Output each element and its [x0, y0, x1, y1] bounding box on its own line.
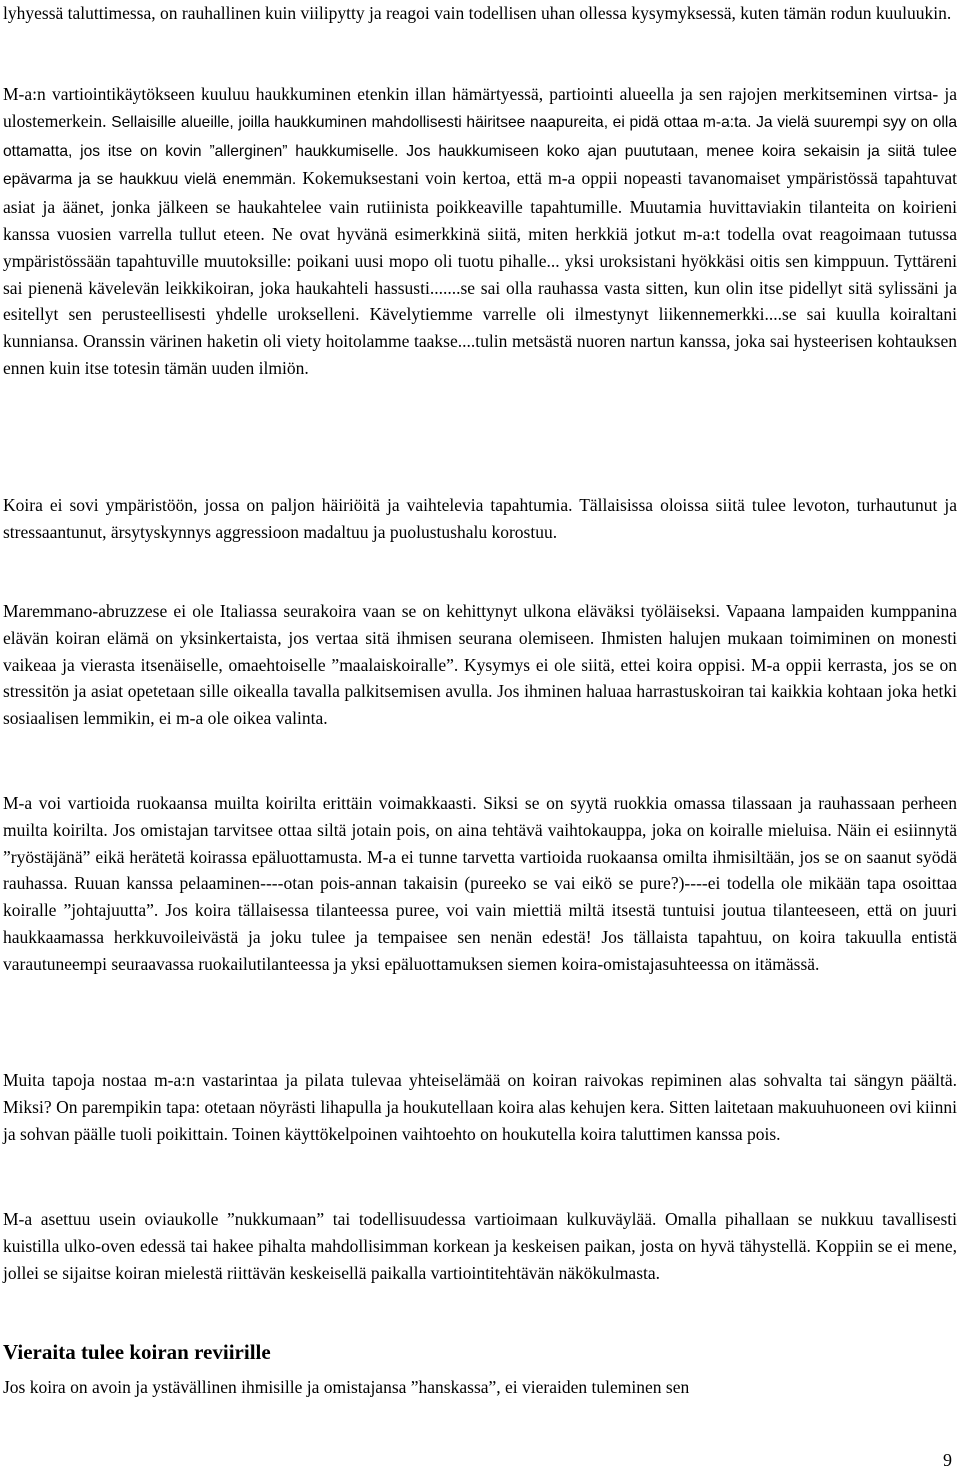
paragraph-food-guarding: [3, 790, 957, 978]
section-heading: Vieraita tulee koiran reviirille: [3, 1340, 271, 1364]
paragraph-text-span: Kokemuksestani voin kertoa, että m-a oppii nopeasti tavanomaiset ympäristössä tapahtuvat asiat ja äänet, jonka jälkeen se haukahtelee vain rutiinista poikkeaville tapahtumille. Muutamia huvittaviakin tilanteita on koirieni kanssa vuosien varrella tullut eteen. Ne ovat hyvänä esimerkkinä siitä, miten herkkiä jotkut m-a:t todella ovat reagoimaan tutussa ympäristössään tapahtuville muutoksille: poikani uusi mopo oli tuotu pihalle... yksi uroksistani hyökkäsi oitis sen kimppuun. Tyttäreni sai pienenä kävelevän leikkikoiran, joka haukahteli hassusti.......se sai olla rauhassa vasta sitten, kun olin itse pidellyt sitä sylissäni ja esitellyt sen perusteellisesti yhdelle urokselleni. Kävelytiemme varrelle oli ilmestynyt liikennemerkki....se sai kuulla koiraltani kunniansa. Oranssin värinen haketin oli viety hoitolamme taakse....tulin metsästä nuoren nartun kanssa, joka sai hysteerisen kohtauksen ennen kuin itse totesin tämän uuden ilmiön.: [3, 168, 957, 378]
paragraph-intro: [3, 0, 957, 27]
paragraph-visitors: Jos koira on avoin ja ystävällinen ihmisille ja omistajansa ”hanskassa”, ei vieraiden tuleminen sen: [3, 1377, 690, 1397]
paragraph-text-span: Muita tapoja nostaa m-a:n vastarintaa ja pilata tulevaa yhteiselämää on koiran raivokas repiminen alas sohvalta tai sängyn päältä. Miksi? On parempikin tapa: otetaan nöyrästi lihapulla ja houkutellaan koira alas kehujen kera. Sitten laitetaan makuuhuoneen ovi kiinni ja sohvan päälle tuoli poikittain. Toinen käyttökelpoinen vaihtoehto on houkutella koira taluttimen kanssa pois.: [3, 1070, 957, 1144]
paragraph-text-span: Maremmano-abruzzese ei ole Italiassa seurakoira vaan se on kehittynyt ulkona eläväksi työläiseksi. Vapaana lampaiden kumppanina elävän koiran elämä on yksinkertaista, jos vertaa sitä ihmisen seurana olemiseen. Ihmisten halujen mukaan toimiminen on monesti vaikeaa ja vierasta itsenäiselle, omaehtoiselle ”maalaiskoiralle”. Kysymys ei ole siitä, ettei koira oppisi. M-a oppii kerrasta, jos se on stressitön ja asiat opetetaan sille oikealla tavalla palkitsemisen avulla. Jos ihminen haluaa harrastuskoiran tai kaikkia kohtaan joka hetki sosiaalisen lemmikin, ei m-a ole oikea valinta.: [3, 601, 957, 729]
paragraph-text-span: M-a voi vartioida ruokaansa muilta koirilta erittäin voimakkaasti. Siksi se on syytä ruokkia omassa tilassaan ja rauhassaan perheen muilta koirilta. Jos omistajan tarvitsee ottaa siltä jotain pois, on aina tehtävä vaihtokauppa, joka on koiralle mieluisa. Näin ei esiinnytä ”ryöstäjänä” eikä herätetä koirassa epäluottamusta. M-a ei tunne tarvetta vartioida ruokaansa omilta ihmisiltään, jos se on saanut syödä rauhassa. Ruuan kanssa pelaaminen----otan pois-annan takaisin (pureeko se vai eikö se pure?)----ei todella ole mikään tapa osoittaa koiralle ”johtajuutta”. Jos koira tällaisessa tilanteessa puree, voi vain miettiä miltä itsestä tuntuisi joutua tilanteeseen, että on juuri haukkaamassa herkkuvoileivästä ja joku tulee ja tempaisee sen nenän edestä! Jos tällaista tapahtuu, on koira takuulla entistä varautuneempi seuraavassa ruokailutilanteessa ja yksi epäluottamuksen siemen koira-omistajasuhteessa on itämässä.: [3, 793, 957, 974]
page-number: 9: [943, 1450, 952, 1470]
paragraph-text-span: M-a asettuu usein oviaukolle ”nukkumaan” tai todellisuudessa vartioimaan kulkuväylää. Omalla pihallaan se nukkuu tavallisesti kuistilla ulko-oven edessä tai hakee pihalta mahdollisimman korkean ja keskeisen paikan, josta on hyvä tähystellä. Koppiin se ei mene, jollei se sijaitse koiran mielestä riittävän keskeisellä paikalla vartiointitehtävän näkökulmasta.: [3, 1209, 957, 1283]
paragraph-sleeping-spot: [3, 1206, 957, 1286]
paragraph-text-span: Koira ei sovi ympäristöön, jossa on paljon häiriöitä ja vaihtelevia tapahtumia. Tällaisissa oloissa siitä tulee levoton, turhautunut ja stressaantunut, ärsytyskynnys aggressioon madaltuu ja puolustushalu korostuu.: [3, 495, 957, 542]
paragraph-sofa: [3, 1067, 957, 1147]
paragraph-working-dog: [3, 598, 957, 732]
paragraph-text-span: Sellaisille alueille, joilla haukkuminen mahdollisesti häiritsee naapureita, ei pidä ottaa m-a:ta. Ja vielä suurempi syy on olla ottamatta, jos itse on kovin ”allerginen” haukkumiselle. Jos haukkumiseen koko ajan puututaan, menee koira sekaisin ja siitä tulee epävarma ja se haukkuu vielä enemmän.: [3, 113, 957, 189]
paragraph-environment: [3, 492, 957, 546]
paragraph-guarding-behaviour: [3, 81, 957, 382]
paragraph-text-span: M-a:n vartiointikäytökseen kuuluu haukkuminen etenkin illan hämärtyessä, partiointi alueella ja sen rajojen merkitseminen virtsa- ja ulostemerkein.: [3, 84, 957, 131]
paragraph-text-span: lyhyessä taluttimessa, on rauhallinen kuin viilipytty ja reagoi vain todellisen uhan ollessa kysymyksessä, kuten tämän rodun kuuluukin.: [3, 3, 952, 23]
